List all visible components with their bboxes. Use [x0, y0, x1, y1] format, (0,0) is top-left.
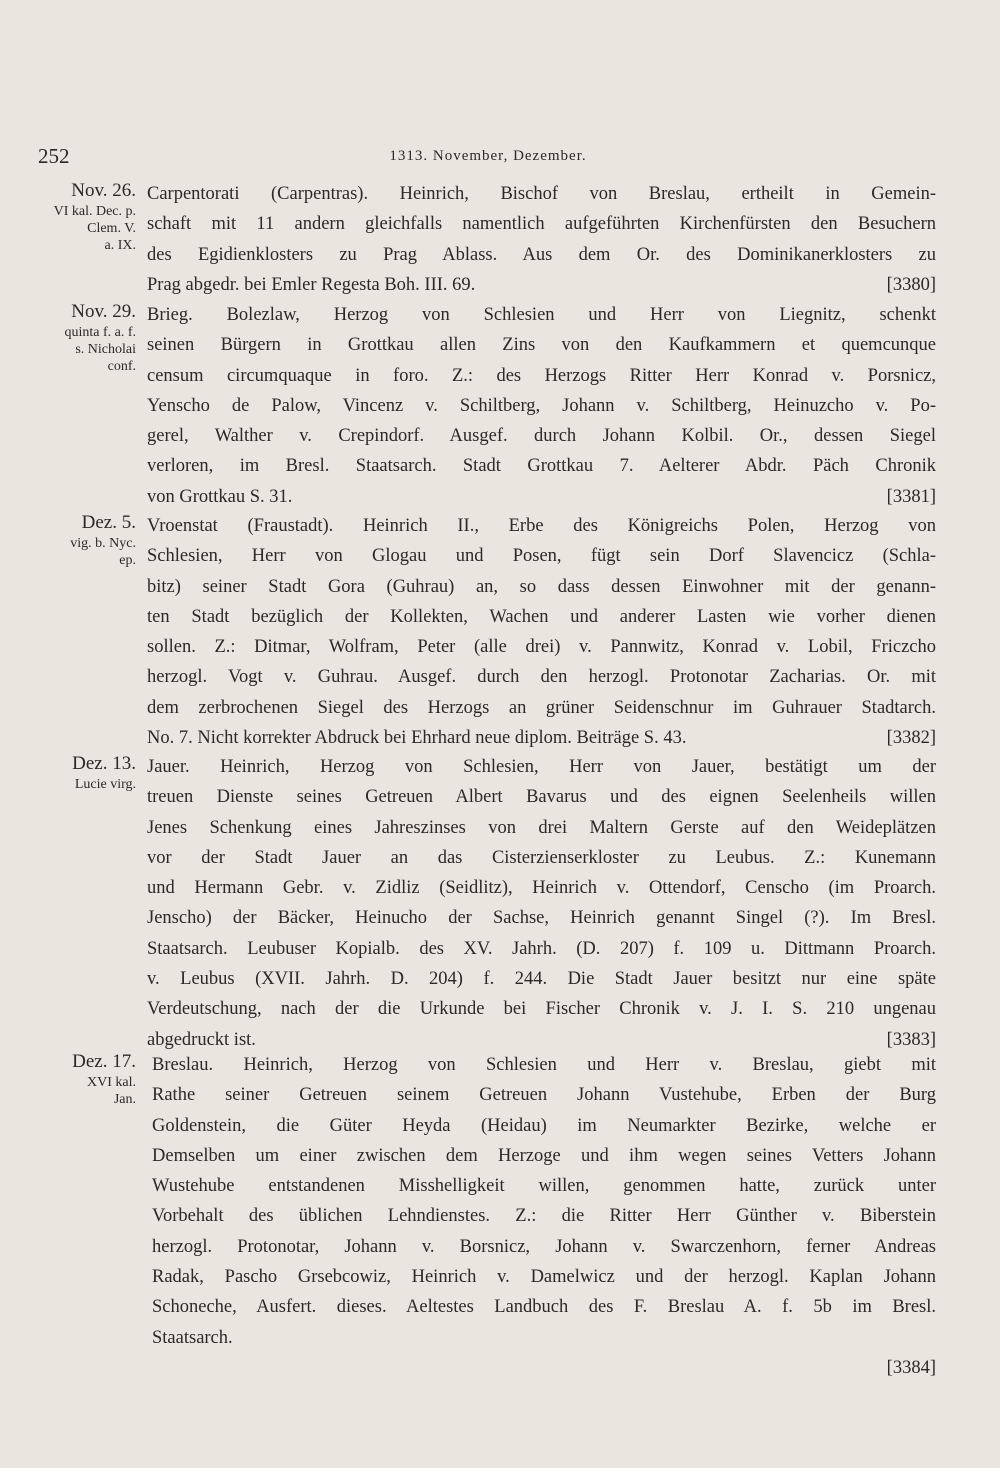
text-line: Jauer. Heinrich, Herzog von Schlesien, Herr von Jauer, bestätigt um der: [147, 757, 936, 777]
entry-number: [3382]: [886, 728, 936, 749]
text-line: abgedruckt ist. [3383]: [147, 1025, 936, 1055]
entry-date-note: quinta f. a. f.: [64, 325, 136, 340]
text-line: herzogl. Protonotar, Johann v. Borsnicz, Johann v. Swarczenhorn, ferner Andreas: [152, 1236, 936, 1257]
margin-date-block: [36, 511, 136, 569]
entry-date: Dez. 5.: [81, 512, 136, 533]
entry-number: [3383]: [886, 1029, 936, 1050]
text-line: treuen Dienste seines Getreuen Albert Bavarus und des eignen Seelenheils willen: [147, 787, 936, 808]
text-line: Radak, Pascho Grsebcowiz, Heinrich v. Damelwicz und der herzogl. Kaplan Johann: [152, 1267, 936, 1288]
entry-date-note: Jan.: [113, 1092, 136, 1107]
text-line: herzogl. Vogt v. Guhrau. Ausgef. durch den herzogl. Protonotar Zacharias. Or. mit: [147, 667, 936, 688]
entry-date-note: ep.: [119, 553, 136, 568]
text-line: ten Stadt bezüglich der Kollekten, Wachen und anderer Lasten wie vorher dienen: [147, 606, 936, 627]
entry-date-note: Clem. V.: [87, 221, 136, 236]
entry-text: [147, 752, 936, 1055]
text-line: Goldenstein, die Güter Heyda (Heidau) im Neumarkter Bezirke, welche er: [152, 1115, 936, 1136]
text-line: Carpentorati (Carpentras). Heinrich, Bischof von Breslau, ertheilt in Gemein-: [147, 184, 936, 204]
entry-date-note: Lucie virg.: [74, 777, 136, 792]
text-line: Staatsarch.: [152, 1327, 233, 1348]
text-line: censum circumquaque in foro. Z.: des Herzogs Ritter Herr Konrad v. Porsnicz,: [147, 365, 936, 386]
text-line: Demselben um einer zwischen dem Herzoge und ihm wegen seines Vetters Johann: [152, 1145, 936, 1166]
text-line: Schoneche, Ausfert. dieses. Aeltestes Landbuch des F. Breslau A. f. 5b im Bresl.: [152, 1297, 936, 1318]
text-line: gerel, Walther v. Crepindorf. Ausgef. durch Johann Kolbil. Or., dessen Siegel: [147, 426, 936, 447]
entry-text: [147, 300, 936, 512]
entry-date-note: a. IX.: [104, 238, 136, 253]
entry-date: Dez. 13.: [72, 753, 136, 774]
text-line: Jenes Schenkung eines Jahreszinses von drei Maltern Gerste auf den Weideplätzen: [147, 817, 936, 838]
text-line: Wustehube entstandenen Misshelligkeit willen, genommen hatte, zurück unter: [152, 1176, 936, 1197]
running-title: 1313. November, Dezember.: [389, 148, 587, 164]
text-line: Brieg. Bolezlaw, Herzog von Schlesien und Herr von Liegnitz, schenkt: [147, 305, 936, 325]
text-line: No. 7. Nicht korrekter Abdruck bei Ehrhard neue diplom. Beiträge S. 43. [3382]: [147, 723, 936, 753]
entry-text: [147, 511, 936, 753]
text-line: dem zerbrochenen Siegel des Herzogs an grüner Seidenschnur im Guhrauer Stadtarch.: [147, 697, 936, 718]
text-line: sollen. Z.: Ditmar, Wolfram, Peter (alle drei) v. Pannwitz, Konrad v. Lobil, Friczcho: [147, 637, 936, 658]
text-line: Verdeutschung, nach der die Urkunde bei Fischer Chronik v. J. I. S. 210 ungenau: [147, 999, 936, 1020]
text-line: Rathe seiner Getreuen seinem Getreuen Johann Vustehube, Erben der Burg: [152, 1085, 936, 1106]
entry-date-note: s. Nicholai: [75, 342, 136, 357]
page-number: 252: [38, 144, 70, 168]
text-line: von Grottkau S. 31. [3381]: [147, 482, 936, 512]
text-line: vor der Stadt Jauer an das Cisterzienserkloster zu Leubus. Z.: Kunemann: [147, 847, 936, 868]
entry-date-note: VI kal. Dec. p.: [53, 204, 136, 219]
entry-date-note: conf.: [107, 359, 136, 374]
text-line: v. Leubus (XVII. Jahrh. D. 204) f. 244. Die Stadt Jauer besitzt nur eine späte: [147, 969, 936, 990]
margin-date-block: [36, 1050, 136, 1108]
margin-date-block: [36, 300, 136, 375]
entry-date: Nov. 29.: [71, 301, 136, 322]
text-line: Vroenstat (Fraustadt). Heinrich II., Erbe des Königreichs Polen, Herzog von: [147, 516, 936, 536]
text-line: verloren, im Bresl. Staatsarch. Stadt Grottkau 7. Aelterer Abdr. Päch Chronik: [147, 456, 936, 477]
entry-date: Nov. 26.: [71, 180, 136, 201]
text-line: Jenscho) der Bäcker, Heinucho der Sachse, Heinrich genannt Singel (?). Im Bresl.: [147, 908, 936, 929]
text-line: Yenscho de Palow, Vincenz v. Schiltberg, Johann v. Schiltberg, Heinuzcho v. Po-: [147, 395, 936, 416]
entry-number: [3381]: [886, 486, 936, 507]
entry-date-note: XVI kal.: [87, 1075, 136, 1090]
page-header: [38, 144, 938, 170]
margin-date-block: [36, 752, 136, 793]
entry-text: [147, 179, 936, 300]
text-line: Schlesien, Herr von Glogau und Posen, fügt sein Dorf Slavencicz (Schla-: [147, 546, 936, 567]
entry-number: [3384]: [886, 1357, 936, 1378]
entry-text: [152, 1050, 936, 1383]
text-line: des Egidienklosters zu Prag Ablass. Aus dem Or. des Dominikanerklosters zu: [147, 244, 936, 265]
text-line: und Hermann Gebr. v. Zidliz (Seidlitz), Heinrich v. Ottendorf, Censcho (im Proarch.: [147, 878, 936, 899]
text-line: schaft mit 11 andern gleichfalls namentlich aufgeführten Kirchenfürsten den Besuchern: [147, 214, 936, 235]
text-line: bitz) seiner Stadt Gora (Guhrau) an, so dass dessen Einwohner mit der genann-: [147, 576, 936, 597]
margin-date-block: [36, 179, 136, 254]
entry-date-note: vig. b. Nyc.: [70, 536, 136, 551]
entry-date: Dez. 17.: [72, 1051, 136, 1072]
text-line: Vorbehalt des üblichen Lehndienstes. Z.: die Ritter Herr Günther v. Biberstein: [152, 1206, 936, 1227]
text-line: Prag abgedr. bei Emler Regesta Boh. III. 69. [3380]: [147, 270, 936, 300]
text-line: Staatsarch. Leubuser Kopialb. des XV. Jahrh. (D. 207) f. 109 u. Dittmann Proarch.: [147, 938, 936, 959]
text-line: Breslau. Heinrich, Herzog von Schlesien und Herr v. Breslau, giebt mit: [152, 1055, 936, 1075]
entry-number: [3380]: [886, 274, 936, 295]
text-line: seinen Bürgern in Grottkau allen Zins von den Kaufkammern et quemcunque: [147, 335, 936, 356]
